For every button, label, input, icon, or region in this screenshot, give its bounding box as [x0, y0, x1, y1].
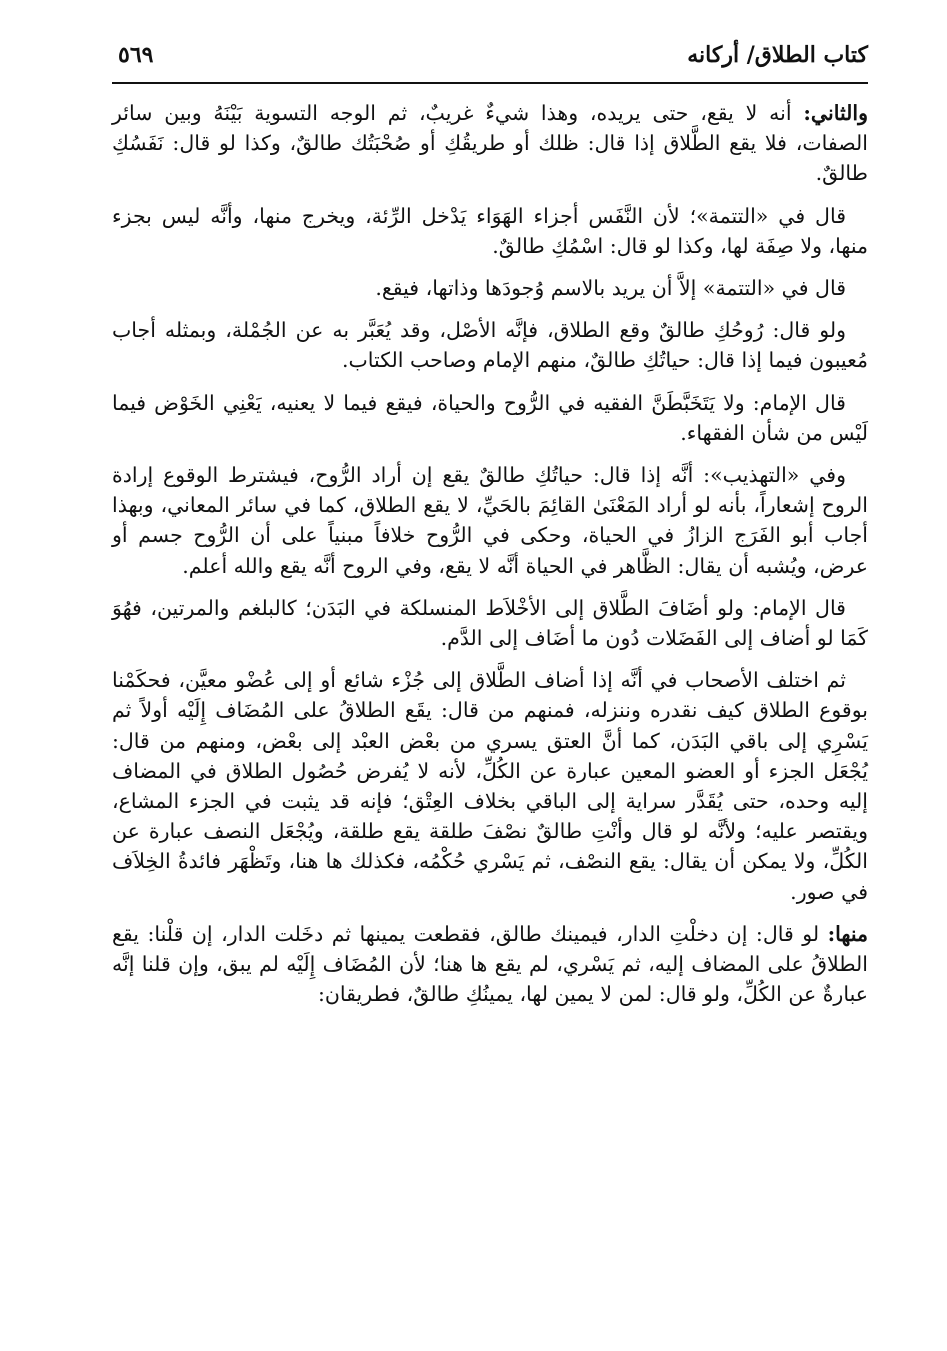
paragraph-text: قال في «التتمة»؛ لأن النَّفَس أجزاء الهَوَاء يَدْخل الرِّئة، ويخرج منها، وأنَّه ليس بجزء منها، ولا صِفَة لها، وكذا لو قال: اسْمُكِ طالقٌ. [112, 203, 868, 258]
paragraph-lead: والثاني: [803, 101, 868, 125]
paragraph-text: قال الإمام: ولو أضَافَ الطَّلاق إلى الأخْلاَط المنسلكة في البَدَن؛ كالبلغم والمرتين، فهُوَ كَمَا لو أضاف إلى الفَضَلات دُون ما أضَاف إلى الدَّم. [112, 595, 868, 651]
paragraph [112, 460, 868, 581]
paragraph [112, 388, 868, 448]
paragraph [112, 273, 868, 303]
paragraph [112, 919, 868, 1010]
paragraph-text: وفي «التهذيب»: أنَّه إذا قال: حياتُكِ طالقٌ يقع إن أراد الرُّوح، فيشترط الوقوع إرادة الروح إشعاراً، بأنه لو أراد المَعْنَىٰ القائِمَ بالحَيِّ، لا يقع الطلاق، كما في سائر المعاني، وبهذا أجاب أبو الفَرَج الزازُ في الحياة، وحكى في الرُّوح خلافاً مبنياً على أن الرُّوح جسم أو عرض، ويُشبه أن يقال: الظَّاهر في الحياة أنَّه لا يقع، وفي الروح أنَّه يقع والله أعلم. [112, 463, 868, 578]
header-rule [112, 82, 868, 84]
running-title: كتاب الطلاق/ أركانه [687, 42, 868, 68]
paragraph [112, 315, 868, 375]
paragraph-text: قال الإمام: ولا يَتَخَبَّطَنَّ الفقيه في الرُّوح والحياة، فيقع فيما لا يعنيه، يَعْنِي الخَوْض فيما لَيْس من شأن الفقهاء. [112, 390, 868, 445]
paragraph-lead: منها: [827, 921, 868, 946]
paragraph [112, 98, 868, 189]
paragraph-text: لو قال: إن دخلْتِ الدار، فيمينك طالق، فقطعت يمينها ثم دخَلت الدار، إن قلْنا: يقع الطلاقُ على المضاف إليه، ثم يَسْري، لم يقع ها هنا؛ لأن المُضَاف إِلَيْه لم يبق، وإن قلنا إنَّه عبارةٌ عن الكُلِّ، ولو قال: لمن لا يمين لها، يمينُكِ طالقٌ، فطريقان: [112, 921, 868, 1007]
paragraph-text: أنه لا يقع، حتى يريده، وهذا شيءٌ غريبٌ، ثم الوجه التسوية بَيْنَهُ وبين سائر الصفات، فلا يقع الطَّلاق إذا قال: ظلك أو طريقُكِ أو صُحْبَتُك طالقٌ، وكذا لو قال: نَفَسُكِ طالقٌ. [112, 101, 868, 186]
paragraph [112, 593, 868, 653]
main-text [112, 98, 868, 1021]
page-header [112, 38, 868, 76]
paragraph-text: ولو قال: رُوحُكِ طالقٌ وقع الطلاق، فإنَّه الأصْل، وقد يُعَبَّر به عن الجُمْلة، وبمثله أجاب مُعيبون فيما إذا قال: حياتُكِ طالقٌ، منهم الإمام وصاحب الكتاب. [112, 318, 868, 373]
paragraph [112, 201, 868, 261]
paragraph-text: ثم اختلف الأصحاب في أنَّه إذا أضاف الطَّلاق إلى جُزْء شائع أو إلى عُضْو معيَّن، فحكَمْنا بوقوع الطلاق كيف نقدره وننزله، فمنهم من قال: يقَع الطلاقُ على المُضَاف إِلَيْه أولاً ثم يَسْرِي إلى باقي البَدَن، كما أنَّ العتق يسري من بعْض العبْد إلى بعْض، ومنهم من قال: يُجْعَل الجزء أو العضو المعين عبارة عن الكُلِّ، لأنه لا يُفرض حُصُول الطلاق في المضاف إليه وحده، حتى يُقَدَّر سراية إلى الباقي بخلاف العِتْق؛ فإنه قد يثبت في الجزء المشاع، ويقتصر عليه؛ ولأنَّه لو قال وأنْتِ طالقٌ نصْفَ طلقة يقع طلقة، ويُجْعَل النصف عبارة عن الكُلِّ، ولا يمكن أن يقال: يقع النصْف، ثم يَسْري حُكْمُه، فكذلك ها هنا، وتَظْهَر فائدةُ الخِلاَف في صور. [112, 668, 868, 904]
paragraph [112, 665, 868, 907]
paragraph-text: قال في «التتمة» إلاَّ أن يريد بالاسم وُجودَها وذاتها، فيقع. [375, 276, 846, 301]
page-number: ٥٦٩ [118, 42, 154, 68]
